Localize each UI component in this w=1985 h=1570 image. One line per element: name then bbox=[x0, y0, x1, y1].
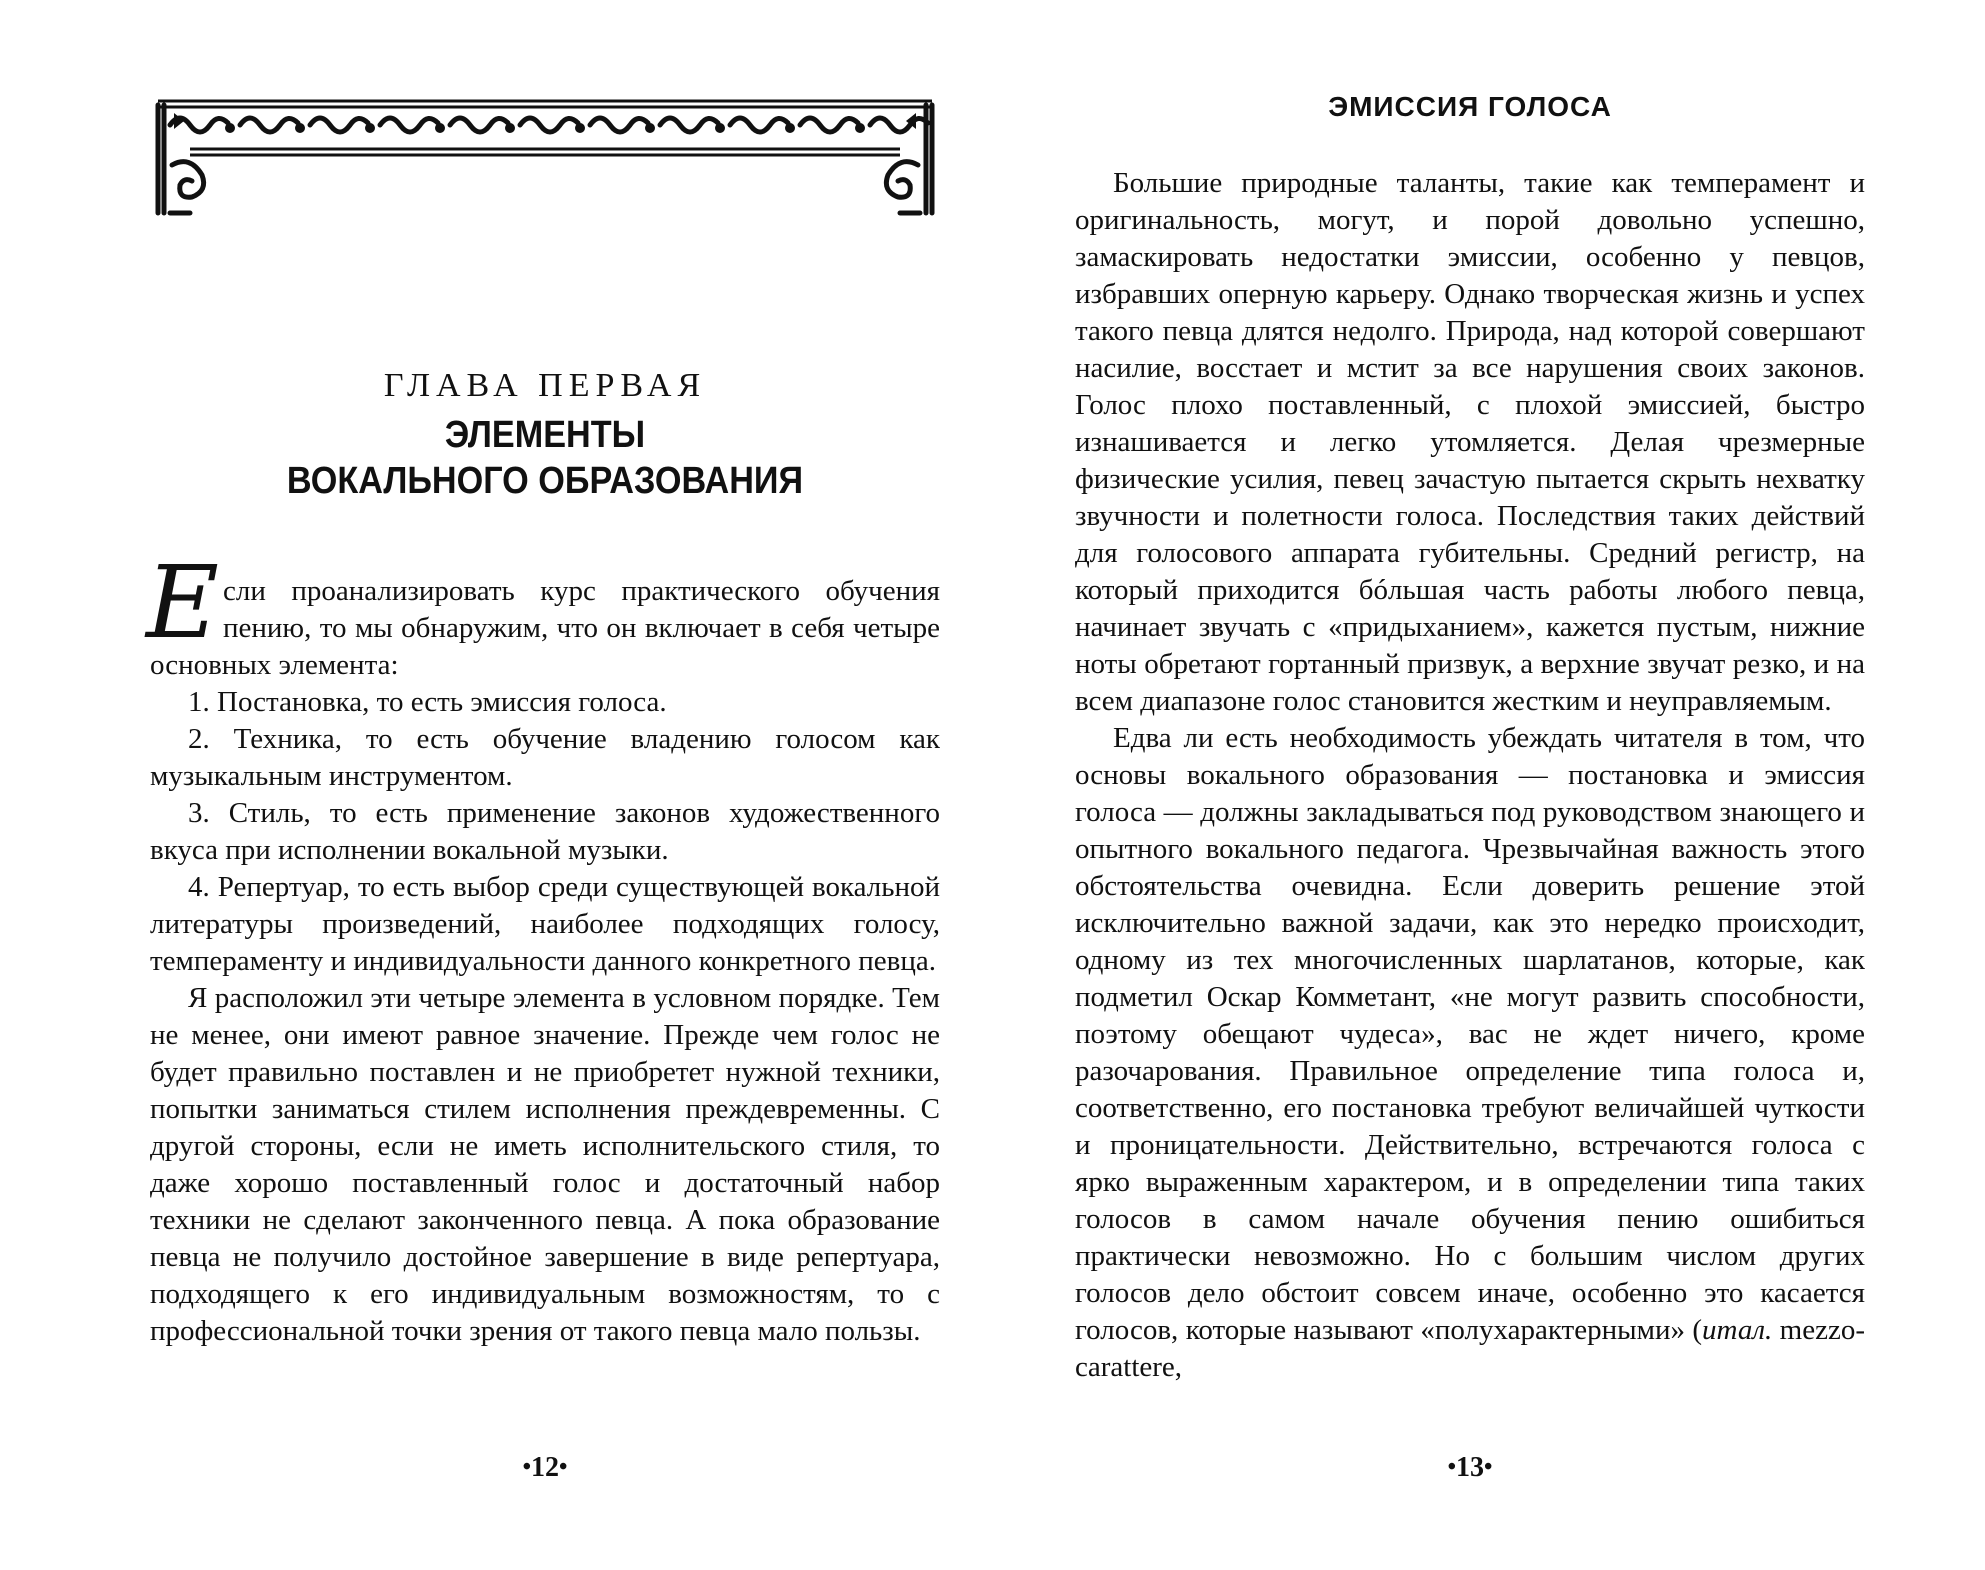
paragraph-2-tail: mezzo-carattere, bbox=[1075, 1314, 1865, 1383]
page-number-left: •12• bbox=[522, 1452, 568, 1483]
paragraph-2-text: Едва ли есть необходимость убеждать читателя в том, что основы вокального образования — постановка и эмиссия голоса — должны закладываться под руководством знающего и опытного вокального педагога. Чрезвычайная важность этого обстоятельства очевидна. Если доверить решение этой исключительно важной задачи, как это нередко происходит, одному из тех многочисленных шарлатанов, которые, как подметил Оскар Комметант, «не могут развить способности, поэтому обещают чудеса», вас не ждет ничего, кроме разочарования. Правильное определение типа голоса и, соответственно, его постановка требуют величайшей чуткости и проницательности. Действительно, встречаются голоса с ярко выраженным характером, и в определении типа таких голосов в самом начале обучения пению ошибиться практически невозможно. Но с большим числом других голосов дело обстоит совсем иначе, особенно это касается голосов, которые называют «полухарактерными» ( bbox=[1075, 722, 1865, 1346]
left-page bbox=[146, 0, 940, 1570]
intro-text: сли проанализировать курс практического обучения пению, то мы обнаружим, что он включает в себя четыре основных элемента: bbox=[150, 575, 940, 681]
intro-paragraph bbox=[146, 544, 940, 684]
paragraph-1: Большие природные таланты, такие как темперамент и оригинальность, могут, и порой довольно успешно, замаскировать недостатки эмиссии, особенно у певцов, избравших оперную карьеру. Однако творческая жизнь и успех такого певца длятся недолго. Природа, над которой совершают насилие, восстает и мстит за все нарушения своих законов. Голос плохо поставленный, с плохой эмиссией, быстро изнашивается и легко утомляется. Делая чрезмерные физические усилия, певец зачастую пытается скрыть нехватку звучности и полетности голоса. Последствия таких действий для голосового аппарата губительны. Средний регистр, на который приходится бóльшая часть работы любого певца, начинает звучать с «придыханием», кажется пустым, нижние ноты обретают гортанный призвук, а верхние звучат резко, и на всем диапазоне голос становится жестким и неуправляемым. bbox=[1075, 167, 1865, 717]
chapter-title-line-1: ЭЛЕМЕНТЫ bbox=[444, 414, 646, 456]
paragraph-2 bbox=[1075, 720, 1865, 1386]
list-item: 1. Постановка, то есть эмиссия голоса. bbox=[188, 686, 667, 718]
drop-cap: Е bbox=[146, 544, 219, 661]
chapter-label: ГЛАВА ПЕРВАЯ bbox=[383, 367, 707, 404]
chapter-title-line-2: ВОКАЛЬНОГО ОБРАЗОВАНИЯ bbox=[286, 460, 804, 502]
page-number-right: •13• bbox=[1447, 1452, 1493, 1483]
paragraph-2-italic: итал. bbox=[1702, 1314, 1773, 1346]
chapter-title bbox=[190, 412, 901, 504]
closing-paragraph: Я расположил эти четыре элемента в условном порядке. Тем не менее, они имеют равное значение. Прежде чем голос не будет правильно поставлен и не приобретет нужной техники, попытки заниматься стилем исполнения преждевременны. С другой стороны, если не иметь исполнительского стиля, то даже хорошо поставленный голос и достаточный набор техники не сделают законченного певца. А пока образование певца не получило достойное завершение в виде репертуара, подходящего к его индивидуальным возможностям, то с профессиональной точки зрения от такого певца мало пользы. bbox=[150, 982, 940, 1347]
list-item: 2. Техника, то есть обучение владению голосом как музыкальным инструментом. bbox=[150, 723, 940, 792]
right-body-text bbox=[1075, 165, 1865, 1386]
left-body-text bbox=[146, 544, 940, 1350]
ornamental-headpiece bbox=[150, 95, 940, 220]
page-number-left-value: 12 bbox=[531, 1452, 559, 1483]
list-item: 4. Репертуар, то есть выбор среди существующей вокальной литературы произведений, наиболее подходящих голосу, темпераменту и индивидуальности данного конкретного певца. bbox=[150, 871, 940, 977]
list-item: 3. Стиль, то есть применение законов художественного вкуса при исполнении вокальной музыки. bbox=[150, 797, 940, 866]
right-page bbox=[1075, 0, 1865, 1570]
running-head: ЭМИССИЯ ГОЛОСА bbox=[1328, 91, 1612, 122]
page-number-right-value: 13 bbox=[1456, 1452, 1484, 1483]
